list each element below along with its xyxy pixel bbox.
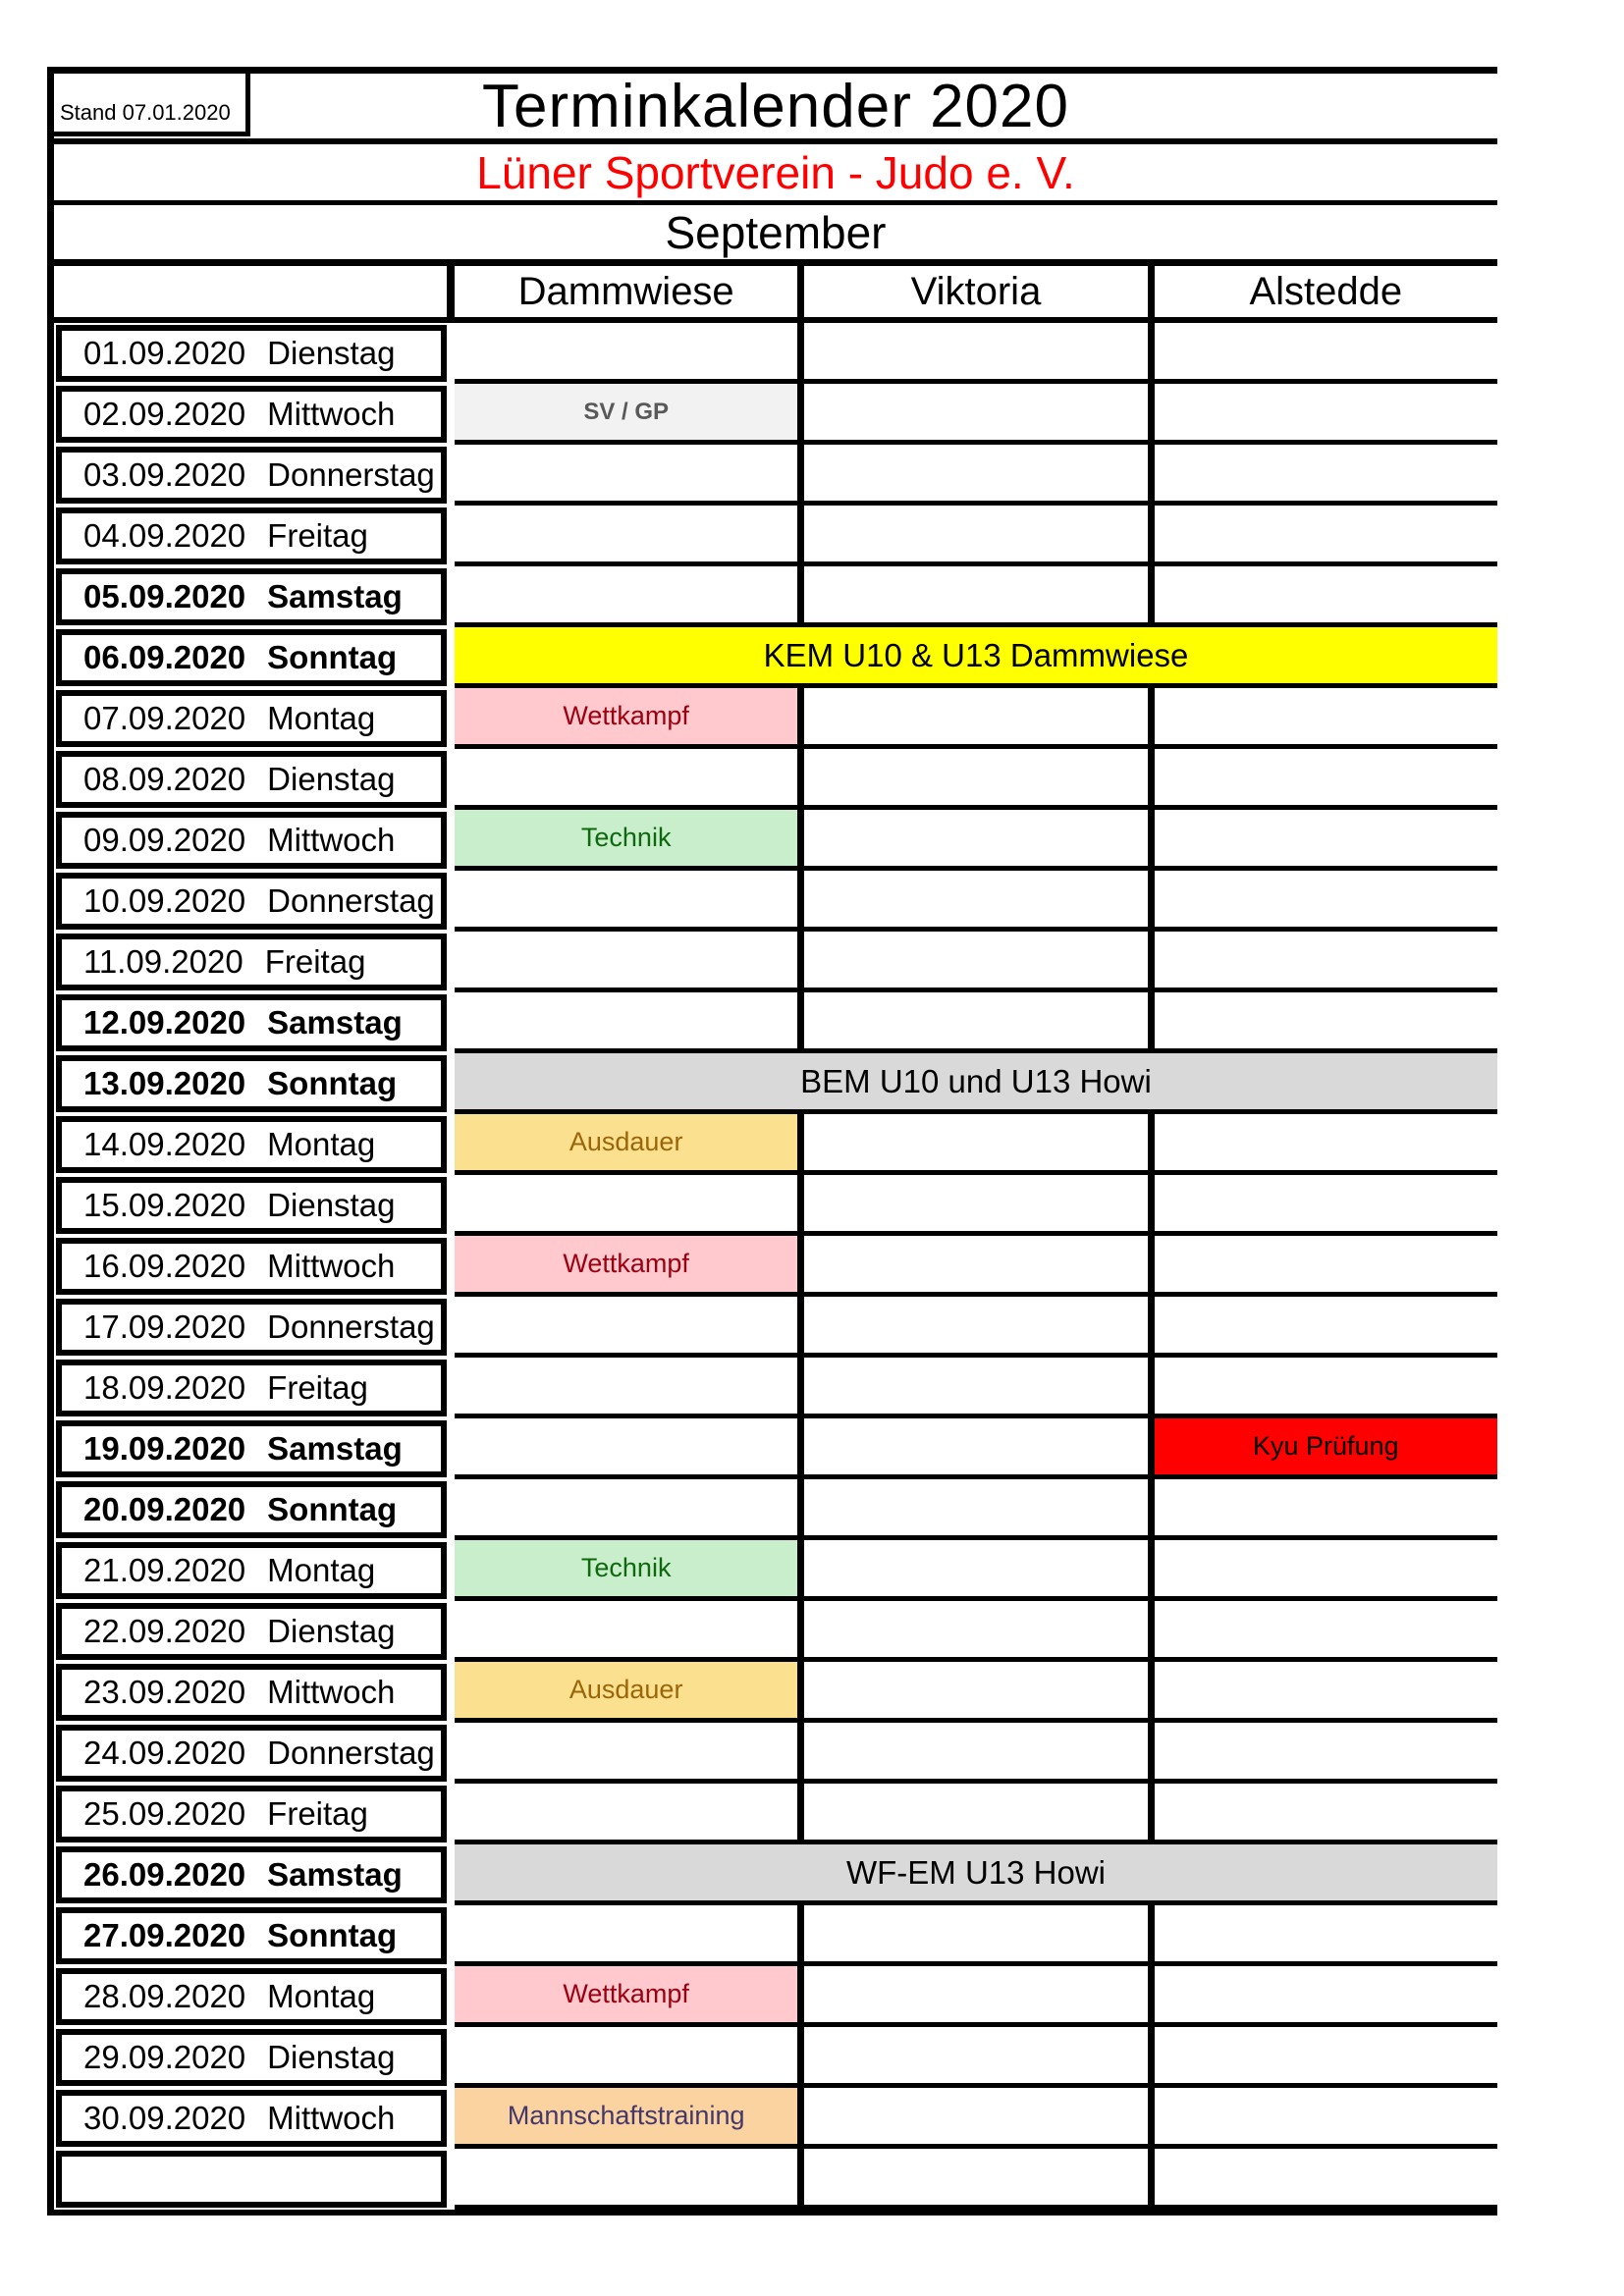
weekday-text: Dienstag xyxy=(267,2039,396,2075)
event-cell xyxy=(455,1784,804,1844)
weekday-text: Donnerstag xyxy=(267,1308,435,1345)
event-cell xyxy=(804,992,1154,1053)
event-cells xyxy=(455,1297,1497,1358)
calendar-row xyxy=(54,1784,1497,1844)
event-cell xyxy=(1155,1236,1497,1297)
date-region xyxy=(54,932,455,992)
date-text: 30.09.2020 xyxy=(83,2100,246,2136)
date-region xyxy=(54,1966,455,2027)
event-cell xyxy=(455,566,804,627)
weekday-text: Montag xyxy=(267,1552,376,1588)
date-cell xyxy=(56,1299,447,1356)
date-region xyxy=(54,445,455,506)
date-text: 27.09.2020 xyxy=(83,1917,246,1953)
date-text: 07.09.2020 xyxy=(83,700,246,736)
calendar-row xyxy=(54,1053,1497,1114)
date-text: 17.09.2020 xyxy=(83,1308,246,1345)
event-cell xyxy=(1155,749,1497,810)
event-label: Technik xyxy=(580,1553,672,1582)
event-cell xyxy=(455,506,804,566)
date-text: 12.09.2020 xyxy=(83,1004,246,1041)
calendar-row xyxy=(54,1844,1497,1905)
event-cells xyxy=(455,1418,1497,1479)
event-cell xyxy=(804,1358,1154,1418)
date-text: 01.09.2020 xyxy=(83,335,246,371)
event-cell xyxy=(1155,1601,1497,1662)
weekday-text: Samstag xyxy=(267,1430,403,1467)
weekday-text: Mittwoch xyxy=(267,1248,396,1284)
event-cell xyxy=(455,1297,804,1358)
event-cell xyxy=(455,992,804,1053)
event-cell xyxy=(804,323,1154,384)
event-cell xyxy=(455,810,804,871)
event-cells xyxy=(455,1905,1497,1966)
stand-label: Stand 07.01.2020 xyxy=(60,100,231,125)
calendar-row xyxy=(54,2149,1497,2210)
date-region xyxy=(54,2027,455,2088)
date-region xyxy=(54,1053,455,1114)
event-cell xyxy=(1155,1540,1497,1601)
event-cell xyxy=(455,688,804,749)
calendar-row xyxy=(54,323,1497,384)
event-cell xyxy=(455,2149,804,2210)
column-header-row xyxy=(54,266,1497,323)
event-cells xyxy=(455,1236,1497,1297)
stand-box xyxy=(54,74,250,136)
event-cell xyxy=(804,1966,1154,2027)
date-region xyxy=(54,1844,455,1905)
calendar-row xyxy=(54,1662,1497,1723)
event-cell xyxy=(455,384,804,445)
date-cell xyxy=(56,1542,447,1599)
weekday-text: Dienstag xyxy=(267,761,396,797)
calendar-row xyxy=(54,932,1497,992)
date-cell xyxy=(56,2029,447,2086)
date-text: 11.09.2020 xyxy=(83,943,244,980)
weekday-text: Dienstag xyxy=(267,1187,396,1223)
event-cell xyxy=(804,384,1154,445)
weekday-text: Montag xyxy=(267,1126,376,1162)
event-cell xyxy=(1155,323,1497,384)
event-cell xyxy=(1155,506,1497,566)
date-cell xyxy=(56,2090,447,2147)
date-text: 20.09.2020 xyxy=(83,1491,246,1527)
event-cell xyxy=(455,1418,804,1479)
event-cell xyxy=(455,323,804,384)
weekday-text: Mittwoch xyxy=(267,822,396,858)
date-text: 10.09.2020 xyxy=(83,882,246,919)
page-title: Terminkalender 2020 xyxy=(481,72,1069,140)
date-cell xyxy=(56,568,447,625)
date-cell xyxy=(56,325,447,382)
calendar-row xyxy=(54,749,1497,810)
date-cell xyxy=(56,1603,447,1660)
event-cells xyxy=(455,688,1497,749)
date-region xyxy=(54,1784,455,1844)
event-cell xyxy=(455,1723,804,1784)
event-cells xyxy=(455,1723,1497,1784)
event-cell xyxy=(804,566,1154,627)
event-cell xyxy=(455,1114,804,1175)
event-cell xyxy=(1155,2149,1497,2210)
date-region xyxy=(54,1418,455,1479)
weekday-text: Mittwoch xyxy=(267,2100,396,2136)
event-cell xyxy=(1155,1297,1497,1358)
calendar-row xyxy=(54,566,1497,627)
event-cells xyxy=(455,749,1497,810)
date-region xyxy=(54,1905,455,1966)
event-label: Ausdauer xyxy=(568,1127,683,1156)
calendar-row xyxy=(54,1601,1497,1662)
date-region xyxy=(54,1540,455,1601)
calendar-row xyxy=(54,1418,1497,1479)
calendar-row xyxy=(54,1540,1497,1601)
event-cells xyxy=(455,1479,1497,1540)
calendar-row xyxy=(54,2027,1497,2088)
weekday-text: Freitag xyxy=(267,517,368,554)
event-cells xyxy=(455,1114,1497,1175)
event-label: Mannschaftstraining xyxy=(507,2101,745,2130)
date-region xyxy=(54,1358,455,1418)
calendar-row xyxy=(54,2088,1497,2149)
weekday-text: Mittwoch xyxy=(267,1674,396,1710)
weekday-text: Freitag xyxy=(267,1795,368,1832)
date-text: 04.09.2020 xyxy=(83,517,246,554)
event-cell xyxy=(1155,445,1497,506)
date-cell xyxy=(56,1968,447,2025)
date-region xyxy=(54,810,455,871)
date-region xyxy=(54,688,455,749)
calendar-row xyxy=(54,1723,1497,1784)
event-cells xyxy=(455,506,1497,566)
event-cells xyxy=(455,1053,1497,1114)
event-cell xyxy=(804,1418,1154,1479)
event-cell xyxy=(1155,1114,1497,1175)
date-region xyxy=(54,1723,455,1784)
event-cells xyxy=(455,2149,1497,2210)
date-region xyxy=(54,749,455,810)
date-region xyxy=(54,506,455,566)
date-text: 03.09.2020 xyxy=(83,456,246,493)
event-cell xyxy=(804,1723,1154,1784)
date-text: 26.09.2020 xyxy=(83,1856,246,1893)
event-cell xyxy=(455,1905,804,1966)
calendar-row xyxy=(54,1175,1497,1236)
date-region xyxy=(54,1297,455,1358)
date-cell xyxy=(56,1481,447,1538)
date-text: 08.09.2020 xyxy=(83,761,246,797)
weekday-text: Sonntag xyxy=(267,1917,398,1953)
column-header-dammwiese: Dammwiese xyxy=(455,266,804,317)
date-cell xyxy=(56,447,447,504)
date-cell xyxy=(56,812,447,869)
date-text: 23.09.2020 xyxy=(83,1674,246,1710)
date-cell xyxy=(56,873,447,930)
date-cell xyxy=(56,1420,447,1477)
month-title: September xyxy=(54,205,1497,266)
weekday-text: Samstag xyxy=(267,578,403,614)
event-cell xyxy=(804,1114,1154,1175)
event-cell xyxy=(804,1601,1154,1662)
event-cells xyxy=(455,871,1497,932)
calendar-row xyxy=(54,1966,1497,2027)
event-cell xyxy=(455,1479,804,1540)
event-cells xyxy=(455,810,1497,871)
date-cell xyxy=(56,751,447,808)
date-text: 14.09.2020 xyxy=(83,1126,246,1162)
event-cell xyxy=(1155,2027,1497,2088)
calendar-row xyxy=(54,1114,1497,1175)
date-region xyxy=(54,1601,455,1662)
event-cells xyxy=(455,2088,1497,2149)
calendar-table xyxy=(47,67,1497,2216)
event-label: Wettkampf xyxy=(563,1979,689,2008)
event-cell xyxy=(455,1662,804,1723)
event-cell xyxy=(455,1540,804,1601)
date-cell xyxy=(56,1360,447,1416)
event-cells xyxy=(455,1358,1497,1418)
date-text: 05.09.2020 xyxy=(83,578,246,614)
event-cells xyxy=(455,323,1497,384)
date-region xyxy=(54,1114,455,1175)
event-cell xyxy=(455,1966,804,2027)
event-cell xyxy=(804,688,1154,749)
event-cells xyxy=(455,1601,1497,1662)
event-cell xyxy=(1155,1479,1497,1540)
event-cell xyxy=(455,871,804,932)
event-cells xyxy=(455,1844,1497,1905)
date-cell xyxy=(56,386,447,443)
calendar-row xyxy=(54,810,1497,871)
event-cell xyxy=(1155,688,1497,749)
event-cell xyxy=(804,749,1154,810)
weekday-text: Montag xyxy=(267,1978,376,2014)
calendar-row xyxy=(54,1479,1497,1540)
event-span-cell xyxy=(455,1844,1497,1905)
event-cells xyxy=(455,1175,1497,1236)
event-cell xyxy=(455,932,804,992)
event-cells xyxy=(455,932,1497,992)
event-cell xyxy=(455,1236,804,1297)
weekday-text: Sonntag xyxy=(267,1065,398,1101)
event-cell xyxy=(1155,992,1497,1053)
event-cells xyxy=(455,445,1497,506)
event-cells xyxy=(455,2027,1497,2088)
event-label: Wettkampf xyxy=(563,1249,689,1278)
event-cell xyxy=(1155,384,1497,445)
event-cell xyxy=(804,2027,1154,2088)
date-region xyxy=(54,1479,455,1540)
date-region xyxy=(54,627,455,688)
weekday-text: Donnerstag xyxy=(267,1735,435,1771)
date-cell xyxy=(56,1907,447,1964)
event-cell xyxy=(1155,1418,1497,1479)
event-cells xyxy=(455,1966,1497,2027)
event-label: KEM U10 & U13 Dammwiese xyxy=(763,636,1189,673)
event-cell xyxy=(1155,1358,1497,1418)
event-cell xyxy=(455,2027,804,2088)
date-cell xyxy=(56,690,447,747)
calendar-row xyxy=(54,384,1497,445)
event-cell xyxy=(1155,1723,1497,1784)
date-text: 24.09.2020 xyxy=(83,1735,246,1771)
event-label: BEM U10 und U13 Howi xyxy=(800,1062,1152,1099)
column-header-viktoria: Viktoria xyxy=(804,266,1154,317)
calendar-row xyxy=(54,1905,1497,1966)
event-cell xyxy=(804,1175,1154,1236)
event-label: Wettkampf xyxy=(563,701,689,730)
event-cell xyxy=(1155,810,1497,871)
date-cell xyxy=(56,1238,447,1295)
event-cell xyxy=(455,749,804,810)
event-cell xyxy=(1155,932,1497,992)
event-cell xyxy=(804,871,1154,932)
calendar-row xyxy=(54,871,1497,932)
calendar-row xyxy=(54,506,1497,566)
date-cell xyxy=(56,1116,447,1173)
calendar-row xyxy=(54,992,1497,1053)
date-text: 21.09.2020 xyxy=(83,1552,246,1588)
weekday-text: Dienstag xyxy=(267,335,396,371)
event-cell xyxy=(804,2149,1154,2210)
date-text: 25.09.2020 xyxy=(83,1795,246,1832)
event-cell xyxy=(804,1297,1154,1358)
date-region xyxy=(54,992,455,1053)
calendar-row xyxy=(54,1297,1497,1358)
event-cell xyxy=(1155,566,1497,627)
date-cell xyxy=(56,1725,447,1782)
weekday-text: Donnerstag xyxy=(267,882,435,919)
event-cell xyxy=(804,445,1154,506)
event-cell xyxy=(1155,2088,1497,2149)
column-header-date xyxy=(54,266,455,317)
date-text: 19.09.2020 xyxy=(83,1430,246,1467)
weekday-text: Mittwoch xyxy=(267,396,396,432)
calendar-body xyxy=(54,323,1497,2216)
event-cell xyxy=(804,1784,1154,1844)
weekday-text: Freitag xyxy=(267,1369,368,1406)
event-cell xyxy=(455,1175,804,1236)
event-cell xyxy=(1155,1905,1497,1966)
event-span-cell xyxy=(455,627,1497,688)
calendar-row xyxy=(54,688,1497,749)
weekday-text: Freitag xyxy=(264,943,366,980)
date-region xyxy=(54,871,455,932)
event-label: SV / GP xyxy=(583,398,670,425)
date-cell xyxy=(56,1177,447,1234)
event-cell xyxy=(1155,871,1497,932)
event-cell xyxy=(1155,1175,1497,1236)
weekday-text: Montag xyxy=(267,700,376,736)
date-cell xyxy=(56,1055,447,1112)
calendar-row xyxy=(54,445,1497,506)
event-cells xyxy=(455,1662,1497,1723)
event-cells xyxy=(455,1540,1497,1601)
event-cell xyxy=(455,1358,804,1418)
date-cell xyxy=(56,2151,447,2208)
club-title: Lüner Sportverein - Judo e. V. xyxy=(54,144,1497,205)
date-cell xyxy=(56,1664,447,1721)
date-region xyxy=(54,384,455,445)
date-region xyxy=(54,323,455,384)
date-text: 28.09.2020 xyxy=(83,1978,246,2014)
event-cell xyxy=(804,932,1154,992)
date-region xyxy=(54,1662,455,1723)
event-label: Technik xyxy=(580,823,672,852)
event-label: WF-EM U13 Howi xyxy=(845,1853,1107,1891)
date-text: 18.09.2020 xyxy=(83,1369,246,1406)
date-cell xyxy=(56,994,447,1051)
date-text: 02.09.2020 xyxy=(83,396,246,432)
date-text: 06.09.2020 xyxy=(83,639,246,675)
date-cell xyxy=(56,629,447,686)
column-header-alstedde: Alstedde xyxy=(1249,269,1403,313)
date-text: 29.09.2020 xyxy=(83,2039,246,2075)
date-cell xyxy=(56,1786,447,1842)
event-cell xyxy=(1155,1966,1497,2027)
date-region xyxy=(54,2149,455,2210)
date-region xyxy=(54,2088,455,2149)
event-cells xyxy=(455,627,1497,688)
date-region xyxy=(54,1236,455,1297)
event-cells xyxy=(455,566,1497,627)
weekday-text: Samstag xyxy=(267,1004,403,1041)
event-cell xyxy=(455,445,804,506)
event-cell xyxy=(804,810,1154,871)
event-cells xyxy=(455,1784,1497,1844)
event-cell xyxy=(455,2088,804,2149)
date-region xyxy=(54,566,455,627)
calendar-row xyxy=(54,1358,1497,1418)
event-cell xyxy=(804,1479,1154,1540)
date-cell xyxy=(56,1846,447,1903)
date-region xyxy=(54,1175,455,1236)
weekday-text: Sonntag xyxy=(267,1491,398,1527)
event-label: Ausdauer xyxy=(568,1675,683,1704)
event-cell xyxy=(804,1236,1154,1297)
event-cell xyxy=(804,1540,1154,1601)
weekday-text: Sonntag xyxy=(267,639,398,675)
event-label: Kyu Prüfung xyxy=(1253,1431,1399,1461)
event-cell xyxy=(455,1601,804,1662)
weekday-text: Samstag xyxy=(267,1856,403,1893)
weekday-text: Donnerstag xyxy=(267,456,435,493)
weekday-text: Dienstag xyxy=(267,1613,396,1649)
calendar-row xyxy=(54,627,1497,688)
date-cell xyxy=(56,507,447,564)
event-span-cell xyxy=(455,1053,1497,1114)
event-cell xyxy=(804,1905,1154,1966)
date-text: 16.09.2020 xyxy=(83,1248,246,1284)
date-text: 22.09.2020 xyxy=(83,1613,246,1649)
event-cell xyxy=(1155,1784,1497,1844)
event-cells xyxy=(455,992,1497,1053)
event-cell xyxy=(1155,1662,1497,1723)
event-cell xyxy=(804,506,1154,566)
date-text: 15.09.2020 xyxy=(83,1187,246,1223)
calendar-row xyxy=(54,1236,1497,1297)
date-cell xyxy=(56,934,447,990)
date-text: 09.09.2020 xyxy=(83,822,246,858)
event-cell xyxy=(804,1662,1154,1723)
date-text: 13.09.2020 xyxy=(83,1065,246,1101)
event-cell xyxy=(804,2088,1154,2149)
event-cells xyxy=(455,384,1497,445)
title-row xyxy=(54,74,1497,144)
